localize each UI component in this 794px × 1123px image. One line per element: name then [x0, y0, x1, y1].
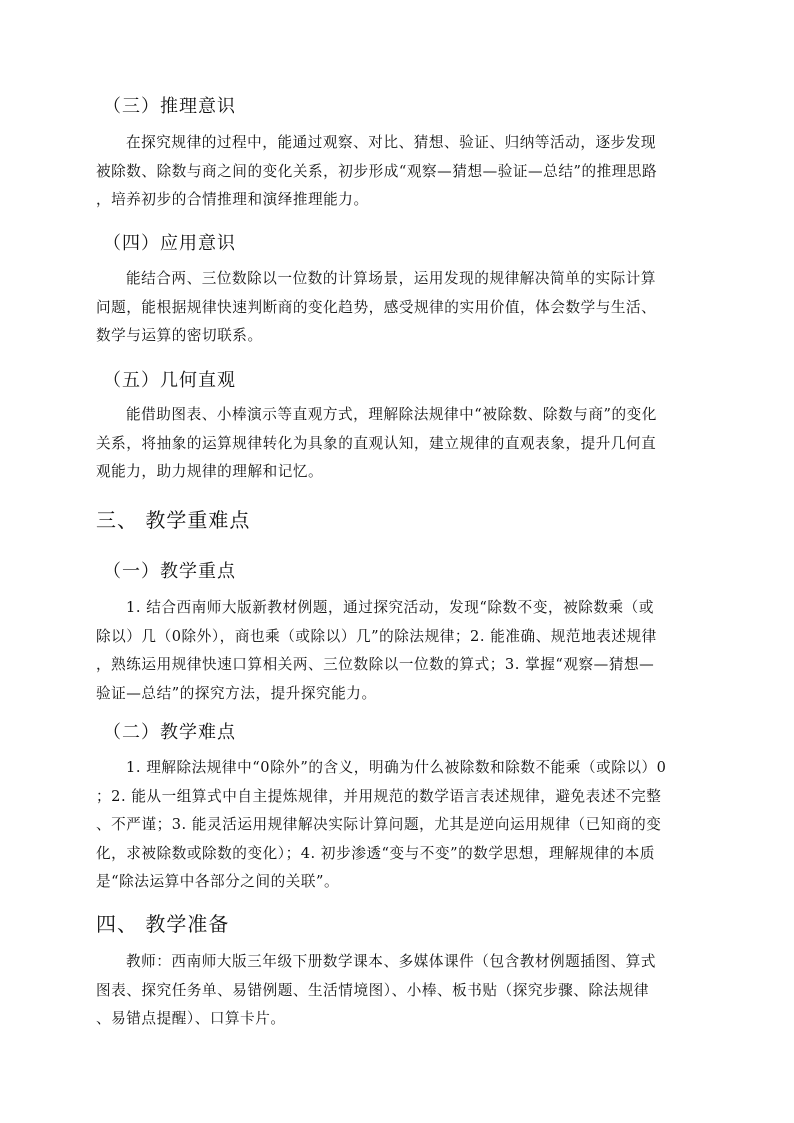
section-heading-reasoning: （三）推理意识 [103, 96, 236, 117]
paragraph-line: ，培养初步的合情推理和演绎推理能力。 [96, 191, 369, 208]
paragraph-line: 教师：西南师大版三年级下册数学课本、多媒体课件（包含教材例题插图、算式 [126, 953, 657, 970]
section-heading-difficulties: （二）教学难点 [103, 722, 236, 743]
paragraph-line: 数学与运算的密切联系。 [96, 327, 263, 344]
paragraph-line: 1. 结合西南师大版新教材例题，通过探究活动，发现“除数不变，被除数乘（或 [126, 599, 654, 616]
paragraph-line: 在探究规律的过程中，能通过观察、对比、猜想、验证、归纳等活动，逐步发现 [126, 134, 657, 151]
paragraph-line: 1. 理解除法规律中“0除外”的含义，明确为什么被除数和除数不能乘（或除以）0 [126, 759, 667, 776]
paragraph-line: 关系，将抽象的运算规律转化为具象的直观认知，建立规律的直观表象，提升几何直 [96, 434, 657, 452]
paragraph-line: 、不严谨；3. 能灵活运用规律解决实际计算问题，尤其是逆向运用规律（已知商的变 [96, 816, 662, 833]
paragraph-line: 是“除法运算中各部分之间的关联”。 [96, 873, 340, 890]
paragraph-reasoning [96, 129, 698, 215]
paragraph-line: 观能力，助力规律的理解和记忆。 [96, 463, 324, 480]
paragraph-line: 除以）几（0除外），商也乘（或除以）几”的除法规律；2. 能准确、规范地表述规律 [96, 627, 657, 645]
paragraph-line: 能结合两、三位数除以一位数的计算场景，运用发现的规律解决简单的实际计算 [126, 270, 657, 287]
paragraph-line: 图表、探究任务单、易错例题、生活情境图）、小棒、板书贴（探究步骤、除法规律 [96, 981, 650, 999]
paragraph-preparation [96, 948, 698, 1034]
paragraph-application [96, 265, 698, 351]
section-heading-application: （四）应用意识 [103, 233, 236, 254]
part-heading-preparation: 四、 教学准备 [96, 912, 230, 936]
paragraph-line: ；2. 能从一组算式中自主提炼规律，并用规范的数学语言表述规律，避免表述不完整 [96, 787, 662, 805]
paragraph-line: 验证—总结”的探究方法，提升探究能力。 [96, 684, 377, 702]
paragraph-geometry [96, 401, 698, 487]
section-heading-geometry: （五）几何直观 [103, 370, 236, 391]
paragraph-line: 被除数、除数与商之间的变化关系，初步形成“观察—猜想—验证—总结”的推理思路 [96, 162, 658, 180]
paragraph-line: ，熟练运用规律快速口算相关两、三位数除以一位数的算式；3. 掌握“观察—猜想— [96, 656, 655, 673]
paragraph-key-points [96, 594, 698, 708]
paragraph-difficulties [96, 754, 698, 897]
paragraph-line: 化，求被除数或除数的变化）；4. 初步渗透“变与不变”的数学思想，理解规律的本质 [96, 844, 655, 862]
paragraph-line: 、易错点提醒）、口算卡片。 [96, 1010, 286, 1027]
part-heading-key-difficult: 三、 教学重难点 [96, 508, 251, 532]
paragraph-line: 能借助图表、小棒演示等直观方式，理解除法规律中“被除数、除数与商”的变化 [126, 406, 657, 423]
paragraph-line: 问题，能根据规律快速判断商的变化趋势，感受规律的实用价值，体会数学与生活、 [96, 298, 657, 316]
section-heading-key-points: （一）教学重点 [103, 561, 236, 582]
